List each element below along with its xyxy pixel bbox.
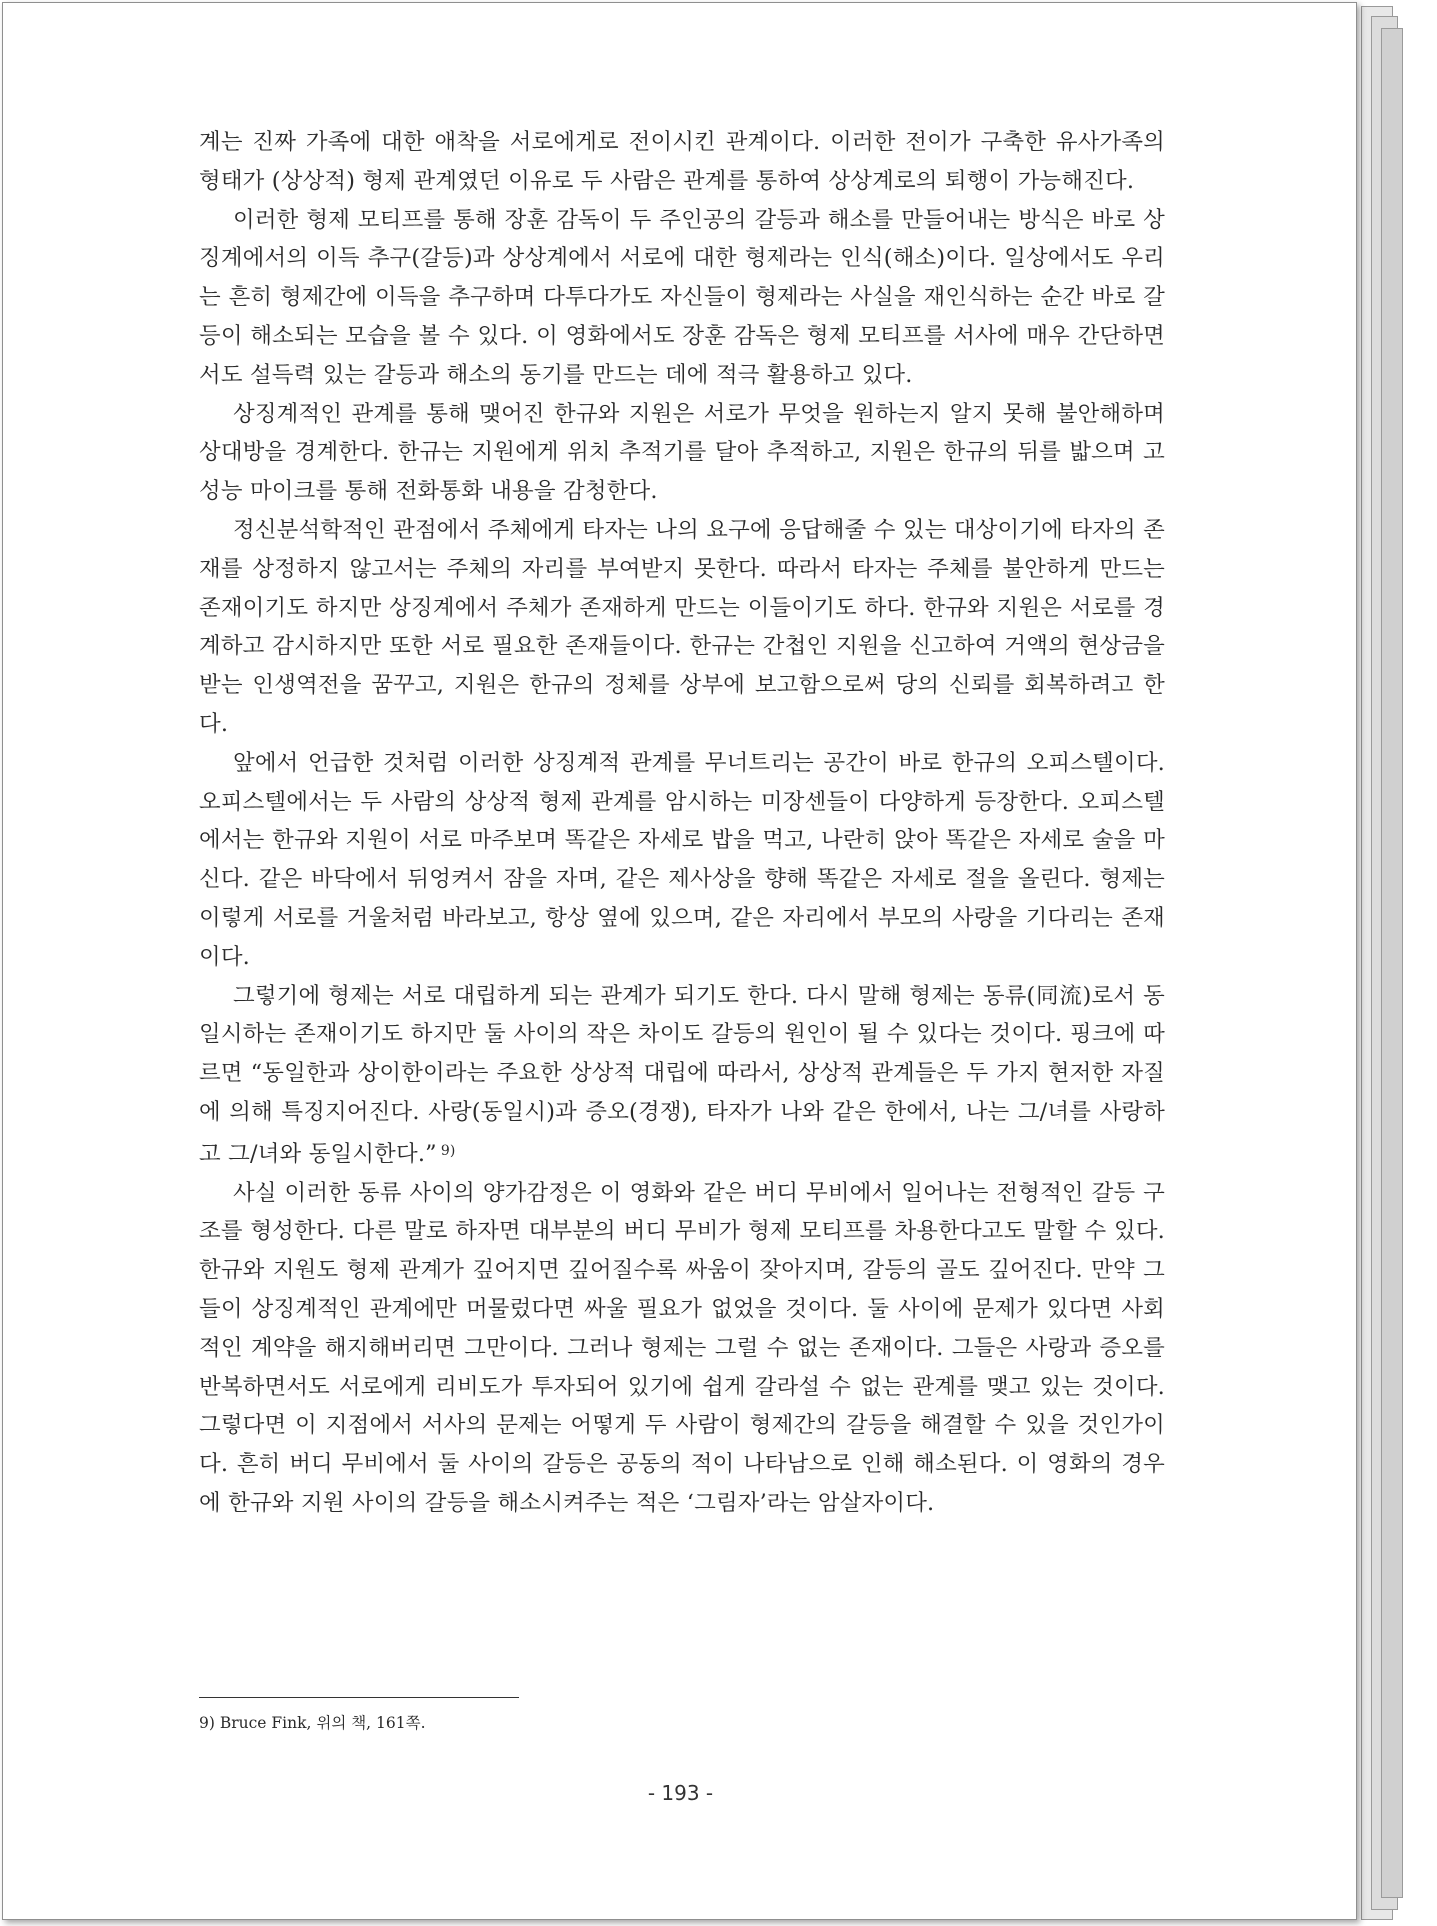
footnote-reference[interactable]: 9) <box>440 1142 456 1159</box>
paragraph-text: 그렇기에 형제는 서로 대립하게 되는 관계가 되기도 한다. 다시 말해 형제는 동류(同流)로서 동일시하는 존재이기도 하지만 둘 사이의 작은 차이도 갈등의 원인이 될 수 있다는 것이다. 핑크에 따르면 “동일한과 상이한이라는 주요한 상상적 대립에 따라서, 상상적 관계들은 두 가지 현저한 자질에 의해 특징지어진다. 사랑(동일시)과 증오(경쟁), 타자가 나와 같은 한에서, 나는 그/녀를 사랑하고 그/녀와 동일시한다.” <box>199 982 1165 1167</box>
paragraph: 정신분석학적인 관점에서 주체에게 타자는 나의 요구에 응답해줄 수 있는 대상이기에 타자의 존재를 상정하지 않고서는 주체의 자리를 부여받지 못한다. 따라서 타자는 주체를 불안하게 만드는 존재이기도 하지만 상징계에서 주체가 존재하게 만드는 이들이기도 하다. 한규와 지원은 서로를 경계하고 감시하지만 또한 서로 필요한 존재들이다. 한규는 간첩인 지원을 신고하여 거액의 현상금을 받는 인생역전을 꿈꾸고, 지원은 한규의 정체를 상부에 보고함으로써 당의 신뢰를 회복하려고 한다. <box>199 516 1165 737</box>
paragraph-with-footnote <box>199 977 1165 1174</box>
page-number: - 193 - <box>647 1781 714 1805</box>
document-page <box>2 2 1357 1920</box>
paragraph: 상징계적인 관계를 통해 맺어진 한규와 지원은 서로가 무엇을 원하는지 알지 못해 불안해하며 상대방을 경계한다. 한규는 지원에게 위치 추적기를 달아 추적하고, 지원은 한규의 뒤를 밟으며 고성능 마이크를 통해 전화통화 내용을 감청한다. <box>199 400 1165 505</box>
footnote-divider <box>199 1697 519 1698</box>
body-text <box>199 123 1165 1523</box>
paragraph: 사실 이러한 동류 사이의 양가감정은 이 영화와 같은 버디 무비에서 일어나는 전형적인 갈등 구조를 형성한다. 다른 말로 하자면 대부분의 버디 무비가 형제 모티프를 차용한다고도 말할 수 있다. 한규와 지원도 형제 관계가 깊어지면 깊어질수록 싸움이 잦아지며, 갈등의 골도 깊어진다. 만약 그들이 상징계적인 관계에만 머물렀다면 싸울 필요가 없었을 것이다. 둘 사이에 문제가 있다면 사회적인 계약을 해지해버리면 그만이다. 그러나 형제는 그럴 수 없는 존재이다. 그들은 사랑과 증오를 반복하면서도 서로에게 리비도가 투자되어 있기에 쉽게 갈라설 수 없는 관계를 맺고 있는 것이다. 그렇다면 이 지점에서 서사의 문제는 어떻게 두 사람이 형제간의 갈등을 해결할 수 있을 것인가이다. 흔히 버디 무비에서 둘 사이의 갈등은 공동의 적이 나타남으로 인해 해소된다. 이 영화의 경우에 한규와 지원 사이의 갈등을 해소시켜주는 적은 ‘그림자’라는 암살자이다. <box>199 1179 1166 1516</box>
page-stack-edge <box>1381 28 1403 1898</box>
footnote: 9) Bruce Fink, 위의 책, 161쪽. <box>199 1714 426 1732</box>
paragraph: 계는 진짜 가족에 대한 애착을 서로에게로 전이시킨 관계이다. 이러한 전이가 구축한 유사가족의 형태가 (상상적) 형제 관계였던 이유로 두 사람은 관계를 통하여 상상계로의 퇴행이 가능해진다. <box>199 129 1165 194</box>
paragraph: 앞에서 언급한 것처럼 이러한 상징계적 관계를 무너트리는 공간이 바로 한규의 오피스텔이다. 오피스텔에서는 두 사람의 상상적 형제 관계를 암시하는 미장센들이 다양하게 등장한다. 오피스텔에서는 한규와 지원이 서로 마주보며 똑같은 자세로 밥을 먹고, 나란히 앉아 똑같은 자세로 술을 마신다. 같은 바닥에서 뒤엉켜서 잠을 자며, 같은 제사상을 향해 똑같은 자세로 절을 올린다. 형제는 이렇게 서로를 거울처럼 바라보고, 항상 옆에 있으며, 같은 자리에서 부모의 사랑을 기다리는 존재이다. <box>199 749 1165 970</box>
paragraph: 이러한 형제 모티프를 통해 장훈 감독이 두 주인공의 갈등과 해소를 만들어내는 방식은 바로 상징계에서의 이득 추구(갈등)과 상상계에서 서로에 대한 형제라는 인식(해소)이다. 일상에서도 우리는 흔히 형제간에 이득을 추구하며 다투다가도 자신들이 형제라는 사실을 재인식하는 순간 바로 갈등이 해소되는 모습을 볼 수 있다. 이 영화에서도 장훈 감독은 형제 모티프를 서사에 매우 간단하면서도 설득력 있는 갈등과 해소의 동기를 만드는 데에 적극 활용하고 있다. <box>199 206 1165 388</box>
